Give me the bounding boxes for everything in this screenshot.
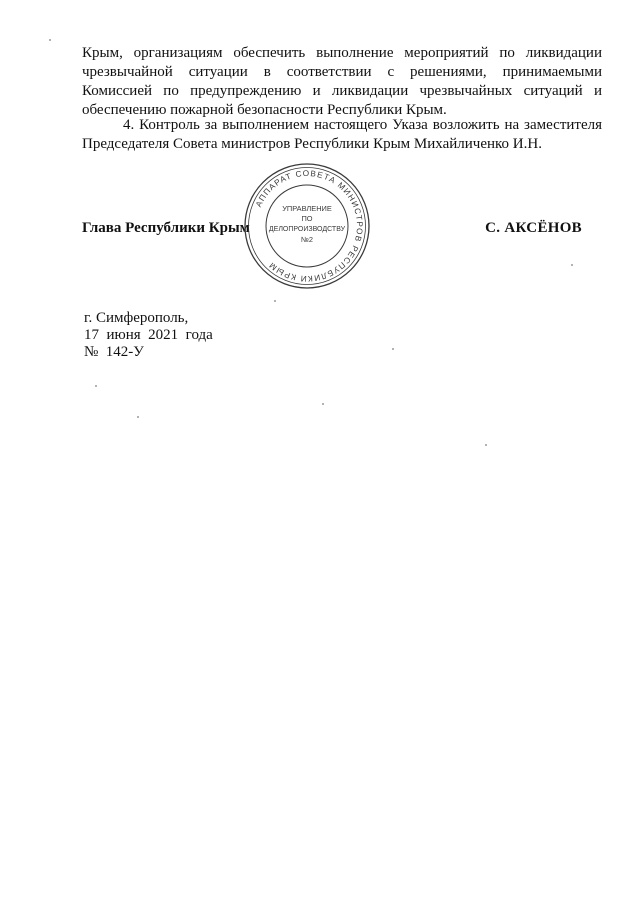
seal-center-line-3: ДЕЛОПРОИЗВОДСТВУ — [268, 226, 346, 233]
scan-speck — [392, 348, 394, 350]
seal-center-line-2: ПО — [301, 214, 313, 223]
scan-speck — [322, 403, 324, 405]
scan-speck — [95, 385, 97, 387]
scan-speck — [49, 39, 51, 41]
document-footer — [84, 310, 213, 361]
scan-speck — [485, 444, 487, 446]
issue-date: 17 июня 2021 года — [84, 327, 213, 343]
seal-ring-text: АППАРАТ СОВЕТА МИНИСТРОВ РЕСПУБЛИКИ КРЫМ — [254, 168, 365, 284]
paragraph-continuation: Крым, организациям обеспечить выполнение мероприятий по ликвидации чрезвычайной ситуации в соответствии с решениями, принимаемыми Комиссией по предупреждению и ликвидации чрезвычайных ситуаций и обеспечению пожарной безопасности Республики Крым. — [82, 45, 602, 118]
scan-speck — [274, 300, 276, 302]
issue-place: г. Симферополь, — [84, 310, 189, 326]
seal-center-line-1: УПРАВЛЕНИЕ — [282, 204, 332, 213]
signatory-title: Глава Республики Крым — [82, 220, 250, 236]
seal-center-line-4: №2 — [300, 235, 314, 244]
scan-speck — [571, 264, 573, 266]
official-seal-stamp — [243, 162, 371, 290]
signatory-name: С. АКСЁНОВ — [485, 220, 582, 236]
scan-speck — [137, 416, 139, 418]
decree-number: № 142-У — [84, 344, 144, 360]
paragraph-control-clause: 4. Контроль за выполнением настоящего Указа возложить на заместителя Председателя Совета министров Республики Крым Михайличенко И.Н. — [82, 117, 602, 152]
